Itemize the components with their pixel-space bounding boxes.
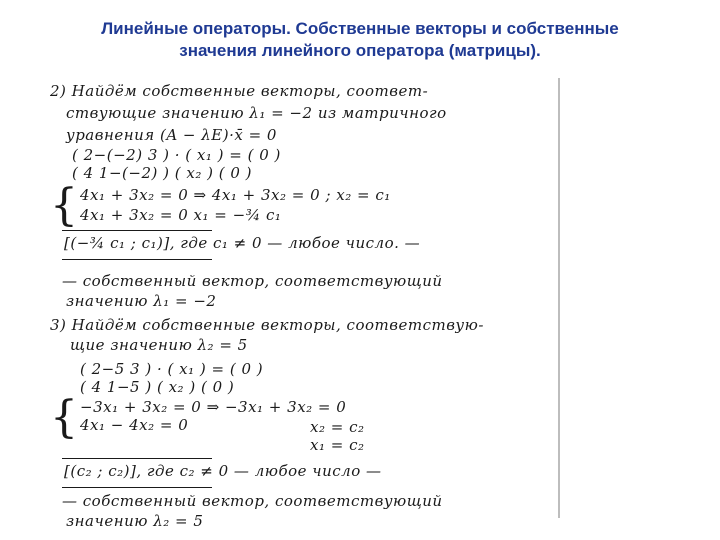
hw-line-17: x₂ = c₂ <box>310 418 365 436</box>
hw-line-13: ( 2−5 3 ) · ( x₁ ) = ( 0 ) <box>80 360 264 378</box>
hw-line-1: 2) Найдём собственные векторы, соответ- <box>50 82 429 100</box>
hw-line-2: ствующие значению λ₁ = −2 из матричного <box>66 104 447 122</box>
hw-line-3: уравнения (A − λE)·x̄ = 0 <box>66 126 277 144</box>
hw-line-12: щие значению λ₂ = 5 <box>70 336 248 354</box>
hw-line-16: 4x₁ − 4x₂ = 0 <box>80 416 189 434</box>
slide-title-line-2: значения линейного оператора (матрицы). <box>179 41 541 60</box>
hw-line-20: — собственный вектор, соответствующий <box>62 492 443 510</box>
slide-title-line-1: Линейные операторы. Собственные векторы и собственные <box>101 19 619 38</box>
system-brace-1: { <box>50 180 78 231</box>
hw-line-7: 4x₁ + 3x₂ = 0 x₁ = −¾ c₁ <box>80 206 282 224</box>
hw-line-14: ( 4 1−5 ) ( x₂ ) ( 0 ) <box>80 378 235 396</box>
hw-line-11: 3) Найдём собственные векторы, соответствую- <box>50 316 484 334</box>
hw-line-21: значению λ₂ = 5 <box>66 512 204 530</box>
hw-line-8: [(−¾ c₁ ; c₁)], где c₁ ≠ 0 — любое число. — <box>64 234 421 252</box>
slide-title <box>40 18 680 62</box>
hw-line-19: [(c₂ ; c₂)], где c₂ ≠ 0 — любое число — <box>64 462 382 480</box>
hw-line-18: x₁ = c₂ <box>310 436 365 454</box>
hw-line-6: 4x₁ + 3x₂ = 0 ⇒ 4x₁ + 3x₂ = 0 ; x₂ = c₁ <box>80 186 391 204</box>
hw-line-9: — собственный вектор, соответствующий <box>62 272 443 290</box>
hw-line-15: −3x₁ + 3x₂ = 0 ⇒ −3x₁ + 3x₂ = 0 <box>80 398 347 416</box>
system-brace-2: { <box>50 392 78 443</box>
hw-line-5: ( 4 1−(−2) ) ( x₂ ) ( 0 ) <box>72 164 253 182</box>
scan-edge <box>558 78 560 518</box>
hw-line-4: ( 2−(−2) 3 ) · ( x₁ ) = ( 0 ) <box>72 146 281 164</box>
handwritten-scan <box>40 78 560 540</box>
hw-line-10: значению λ₁ = −2 <box>66 292 217 310</box>
